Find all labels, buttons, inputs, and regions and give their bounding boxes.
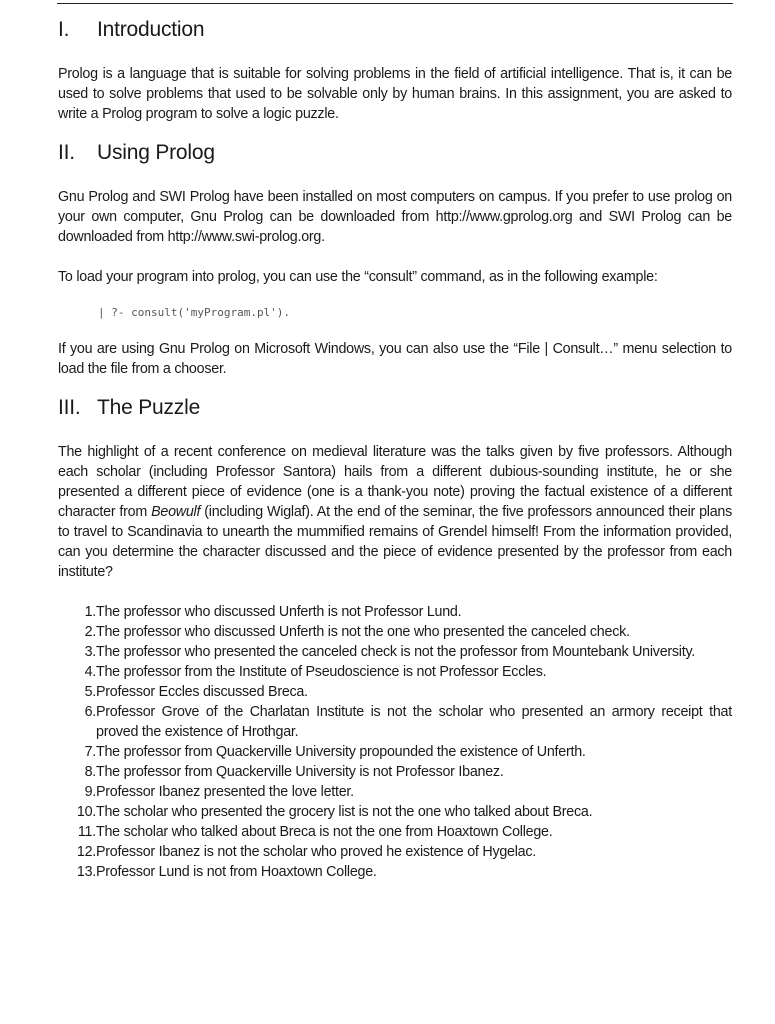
section-heading-the-puzzle [58,395,732,421]
clue-number [58,802,96,822]
clue-text: The professor who discussed Unferth is not the one who presented the canceled check. [96,624,630,640]
clue-text: The professor from the Institute of Pseudoscience is not Professor Eccles. [96,664,547,680]
clue-number [58,702,96,742]
clue-number [58,622,96,642]
beowulf-title: Beowulf [151,504,201,520]
clue-number [58,842,96,862]
puzzle-text-b: (including Wiglaf). At the end of the seminar, the five professors announced their plans to travel to Scandinavia to unearth the mummified remains of Grendel himself! From the information provided, can you determine the character discussed and the piece of evidence presented by the professor from each institute? [58,504,733,580]
clue-item [58,762,732,782]
clue-text: The scholar who talked about Breca is not the one from Hoaxtown College. [96,824,553,840]
section-number: II. [58,141,75,164]
clue-item [58,682,732,702]
clue-text: Professor Grove of the Charlatan Institute is not the scholar who presented an armory receipt that proved the existence of Hrothgar. [96,704,732,740]
clue-item [58,842,732,862]
clue-item [58,862,732,882]
clue-number [58,782,96,802]
clue-text: The professor from Quackerville University is not Professor Ibanez. [96,764,504,780]
section-heading-using-prolog [58,140,732,166]
clue-number [58,822,96,842]
clue-text: Professor Ibanez is not the scholar who proved he existence of Hygelac. [96,844,537,860]
clue-number-label: 10. [76,804,96,820]
clue-item [58,642,732,662]
clue-number [58,642,96,662]
clue-number [58,762,96,782]
clue-item [58,702,732,742]
clue-number-label: 9. [84,784,96,800]
code-example: | ?- consult('myProgram.pl'). [98,306,291,319]
puzzle-paragraph [58,442,732,582]
clue-text: The professor who presented the canceled check is not the professor from Mountebank University. [96,644,696,660]
clue-number-label: 6. [84,704,96,720]
clue-item [58,602,732,622]
clue-item [58,782,732,802]
puzzle-text-a: The highlight of a recent conference on medieval literature was the talks given by five professors. Although each scholar (including Professor Santora) hails from a different dubious-sounding institute, he or she presented a different piece of evidence (one is a thank-you note) proving the factual existence of a different character from [58,444,732,520]
install-paragraph: Gnu Prolog and SWI Prolog have been installed on most computers on campus. If you prefer to use prolog on your own computer, Gnu Prolog can be downloaded from http://www.gprolog.org and SWI Prolog can be downloaded from http://www.swi-prolog.org. [58,189,732,245]
consult-paragraph: To load your program into prolog, you can use the “consult” command, as in the following example: [58,269,658,285]
clue-number-label: 4. [84,664,96,680]
clue-item [58,822,732,842]
clue-item [58,802,732,822]
clue-item [58,622,732,642]
document-content [58,17,732,882]
clue-number [58,742,96,762]
section-title: Introduction [97,18,205,41]
clue-text: Professor Eccles discussed Breca. [96,684,308,700]
clue-item [58,662,732,682]
clue-number [58,662,96,682]
section-title: The Puzzle [97,396,201,419]
clue-number-label: 8. [84,764,96,780]
clue-number-label: 1. [84,604,96,620]
clue-number-label: 5. [84,684,96,700]
clue-number [58,862,96,882]
clue-text: Professor Lund is not from Hoaxtown College. [96,864,377,880]
clue-number-label: 2. [84,624,96,640]
clue-number-label: 13. [76,864,96,880]
section-title: Using Prolog [97,141,215,164]
clue-number-label: 12. [76,844,96,860]
section-number: I. [58,18,70,41]
clue-number [58,682,96,702]
section-number: III. [58,396,81,419]
clue-text: The professor from Quackerville University propounded the existence of Unferth. [96,744,586,760]
clue-number-label: 7. [84,744,96,760]
top-rule [57,3,733,4]
clue-number-label: 11. [77,824,96,840]
clue-text: The professor who discussed Unferth is not Professor Lund. [96,604,462,620]
section-heading-introduction [58,17,732,43]
clue-text: Professor Ibanez presented the love letter. [96,784,354,800]
clue-number-label: 3. [84,644,96,660]
clue-number [58,602,96,622]
clue-text: The scholar who presented the grocery list is not the one who talked about Breca. [96,804,593,820]
clue-list [58,602,732,882]
intro-paragraph: Prolog is a language that is suitable for solving problems in the field of artificial intelligence. That is, it can be used to solve problems that used to be solvable only by human brains. In this assignment, you are asked to write a Prolog program to solve a logic puzzle. [58,66,732,122]
windows-paragraph: If you are using Gnu Prolog on Microsoft Windows, you can also use the “File | Consult…” menu selection to load the file from a chooser. [58,341,732,377]
clue-item [58,742,732,762]
